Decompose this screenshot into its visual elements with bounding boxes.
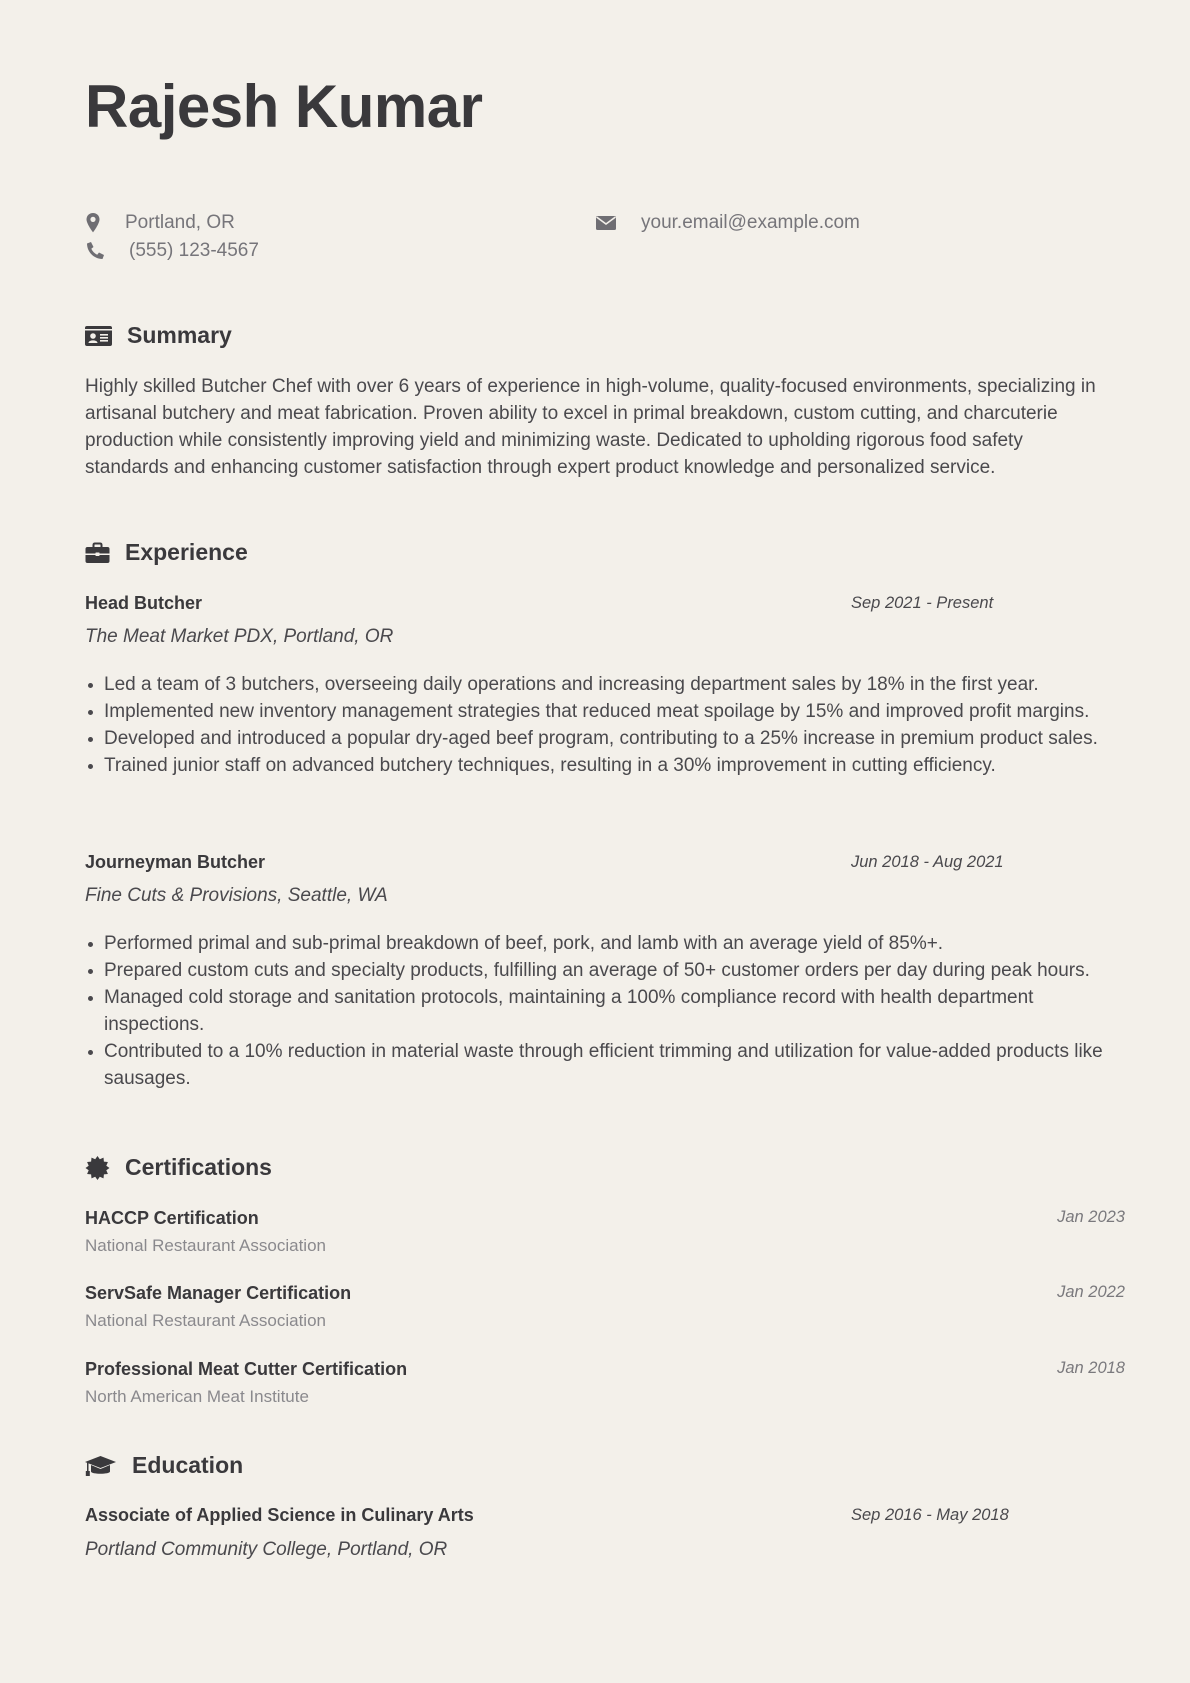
bullet-item: Implemented new inventory management strategies that reduced meat spoilage by 15% and improved profit margins. <box>104 698 1114 725</box>
bullet-item: Prepared custom cuts and specialty products, fulfilling an average of 50+ customer orders per day during peak hours. <box>104 957 1114 984</box>
id-card-icon <box>85 324 112 348</box>
graduation-cap-icon <box>85 1454 116 1478</box>
envelope-icon <box>595 212 617 234</box>
job-company: The Meat Market PDX, Portland, OR <box>85 626 394 647</box>
summary-heading-text: Summary <box>127 322 232 348</box>
bullet-item: Contributed to a 10% reduction in material waste through efficient trimming and utilization for value-added products like sausages. <box>104 1038 1114 1092</box>
job-dates: Sep 2021 - Present <box>851 594 994 612</box>
location-text: Portland, OR <box>125 212 235 233</box>
bullet-item: Led a team of 3 butchers, overseeing daily operations and increasing department sales by 18% in the first year. <box>104 671 1114 698</box>
education-heading-text: Education <box>132 1452 244 1478</box>
contact-location <box>85 212 235 234</box>
job-title: Head Butcher <box>85 593 203 613</box>
job-bullets <box>85 671 1114 779</box>
summary-heading <box>85 322 232 349</box>
badge-icon <box>85 1156 110 1180</box>
bullet-item: Managed cold storage and sanitation protocols, maintaining a 100% compliance record with health department inspections. <box>104 984 1114 1038</box>
job-bullets <box>85 930 1114 1092</box>
degree-title: Associate of Applied Science in Culinary Arts <box>85 1505 474 1525</box>
school-name: Portland Community College, Portland, OR <box>85 1539 448 1560</box>
job-dates: Jun 2018 - Aug 2021 <box>851 853 1004 871</box>
cert-date: Jan 2022 <box>1057 1283 1125 1301</box>
bullet-item: Developed and introduced a popular dry-aged beef program, contributing to a 25% increase in premium product sales. <box>104 725 1114 752</box>
phone-text: (555) 123-4567 <box>129 240 259 261</box>
cert-title: Professional Meat Cutter Certification <box>85 1359 408 1379</box>
cert-org: National Restaurant Association <box>85 1311 326 1330</box>
cert-title: HACCP Certification <box>85 1208 259 1228</box>
certifications-heading <box>85 1154 272 1181</box>
cert-title: ServSafe Manager Certification <box>85 1283 352 1303</box>
candidate-name: Rajesh Kumar <box>85 73 483 140</box>
bullet-item: Trained junior staff on advanced butchery techniques, resulting in a 30% improvement in cutting efficiency. <box>104 752 1114 779</box>
contact-phone <box>85 240 259 262</box>
job-company: Fine Cuts & Provisions, Seattle, WA <box>85 885 388 906</box>
cert-org: National Restaurant Association <box>85 1236 326 1255</box>
contact-email[interactable] <box>595 212 860 234</box>
summary-text: Highly skilled Butcher Chef with over 6 years of experience in high-volume, quality-focused environments, specializing in artisanal butchery and meat fabrication. Proven ability to excel in primal breakdown, custom cutting, and charcuterie production while consistently improving yield and minimizing waste. Dedicated to upholding rigorous food safety standards and enhancing customer satisfaction through expert product knowledge and personalized service. <box>85 376 1096 478</box>
bullet-item: Performed primal and sub-primal breakdown of beef, pork, and lamb with an average yield of 85%+. <box>104 930 1114 957</box>
phone-icon <box>85 240 105 262</box>
certifications-heading-text: Certifications <box>125 1154 272 1180</box>
experience-heading-text: Experience <box>125 539 248 565</box>
cert-date: Jan 2018 <box>1057 1359 1125 1377</box>
job-title: Journeyman Butcher <box>85 852 266 872</box>
email-link[interactable]: your.email@example.com <box>641 212 860 233</box>
map-pin-icon <box>85 212 105 234</box>
briefcase-icon <box>85 541 110 565</box>
cert-org: North American Meat Institute <box>85 1387 309 1406</box>
education-heading <box>85 1452 243 1479</box>
cert-date: Jan 2023 <box>1057 1208 1125 1226</box>
education-dates: Sep 2016 - May 2018 <box>851 1506 1009 1524</box>
experience-heading <box>85 539 248 566</box>
